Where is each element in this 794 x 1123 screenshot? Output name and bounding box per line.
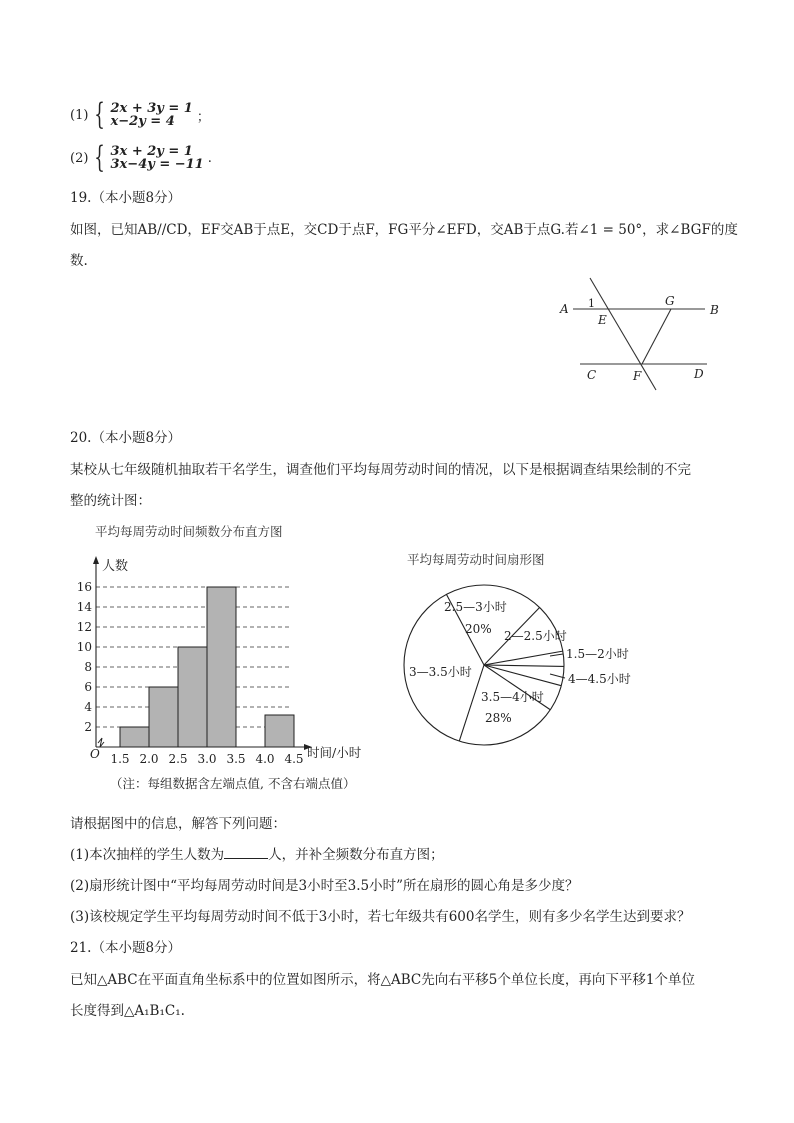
point-label-d: D (694, 367, 704, 381)
slice-label-2-2.5: 2—2.5小时 (504, 629, 567, 643)
point-label-c: C (587, 368, 597, 382)
system-label: (1) (70, 107, 89, 123)
slice-label-3.5-4: 3.5—4小时 (481, 690, 544, 704)
point-label-b: B (710, 303, 719, 317)
parallel-lines-figure (555, 272, 730, 394)
point-label-f: F (633, 369, 642, 383)
problem-20-header: 20.（本小题8分） (70, 430, 182, 446)
slice-label-3-3.5: 3—3.5小时 (409, 665, 472, 679)
point-label-e: E (598, 313, 607, 327)
brace-icon: { (94, 97, 106, 132)
histogram-chart (70, 518, 390, 768)
line-ef (590, 278, 656, 390)
x-tick-label: 2.5 (168, 752, 188, 766)
question-1-text-cont: 人，并补全频数分布直方图； (268, 847, 444, 863)
y-axis-arrow-icon (93, 556, 99, 564)
answer-blank[interactable] (224, 846, 268, 859)
slice-label-2.5-3: 2.5—3小时 (444, 600, 507, 614)
y-tick-label: 8 (84, 660, 92, 674)
y-tick-label: 4 (84, 700, 92, 714)
y-tick-label: 14 (76, 600, 92, 614)
question-2: (2)扇形统计图中“平均每周劳动时间是3小时至3.5小时”所在扇形的圆心角是多少度？ (70, 878, 579, 894)
x-tick-label: 4.0 (255, 752, 275, 766)
chart-title: 平均每周劳动时间频数分布直方图 (95, 524, 283, 539)
punctuation: ； (196, 109, 210, 125)
question-1 (70, 843, 444, 863)
histogram-bar (207, 587, 236, 747)
pie-slice-boundary (484, 665, 561, 686)
chart-title: 平均每周劳动时间扇形图 (407, 552, 545, 567)
equation: 3x−4y = −11 (110, 157, 204, 172)
line-fg (642, 309, 671, 364)
slice-label-1.5-2: 1.5—2小时 (566, 647, 629, 661)
y-tick-label: 12 (76, 620, 92, 634)
pie-chart (395, 545, 645, 755)
equation-system-2 (70, 140, 212, 175)
equation: 2x + 3y = 1 (110, 101, 193, 116)
problem-19-text-cont: 数. (70, 253, 88, 269)
y-tick-label: 2 (84, 720, 92, 734)
equation: 3x + 2y = 1 (110, 144, 193, 159)
x-tick-label: 3.0 (197, 752, 217, 766)
equation: x−2y = 4 (110, 114, 175, 129)
problem-21-header: 21.（本小题8分） (70, 940, 182, 956)
histogram-bar (149, 687, 178, 747)
punctuation: . (207, 150, 212, 166)
point-label-a: A (560, 302, 569, 316)
slice-value-2.5-3: 20% (465, 622, 492, 636)
slice-label-4-4.5: 4—4.5小时 (568, 672, 631, 686)
x-axis-label: 时间/小时 (307, 745, 362, 760)
problem-21-text-cont: 长度得到△A₁B₁C₁. (70, 1003, 185, 1019)
equation-system-1 (70, 97, 210, 132)
question-1-text: (1)本次抽样的学生人数为 (70, 847, 225, 863)
pie-slice-boundary (484, 665, 564, 666)
leader-line (550, 654, 563, 656)
problem-20-text-cont: 整的统计图： (70, 493, 151, 509)
y-axis-label: 人数 (102, 559, 129, 574)
histogram-bar (265, 715, 294, 747)
y-tick-label: 16 (76, 580, 92, 594)
x-tick-label: 4.5 (284, 752, 304, 766)
brace-icon: { (94, 140, 106, 175)
point-label-g: G (665, 294, 675, 308)
problem-19-text: 如图，已知AB//CD，EF交AB于点E，交CD于点F，FG平分∠EFD，交AB于点G.若∠1 = 50°，求∠BGF的度 (70, 222, 738, 238)
system-label: (2) (70, 150, 89, 166)
slice-value-3.5-4: 28% (485, 711, 512, 725)
question-3: (3)该校规定学生平均每周劳动时间不低于3小时，若七年级共有600名学生，则有多少名学生达到要求？ (70, 909, 691, 925)
problem-21-text: 已知△ABC在平面直角坐标系中的位置如图所示，将△ABC先向右平移5个单位长度，再向下平移1个单位 (70, 972, 695, 988)
y-tick-label: 6 (84, 680, 92, 694)
chart-note: （注：每组数据含左端点值, 不含右端点值） (110, 776, 356, 791)
x-tick-label: 2.0 (139, 752, 159, 766)
problem-20-text: 某校从七年级随机抽取若干名学生，调查他们平均每周劳动时间的情况，以下是根据调查结果绘制的不完 (70, 462, 691, 478)
question-intro: 请根据图中的信息，解答下列问题： (70, 816, 286, 832)
histogram-bar (120, 727, 149, 747)
histogram-bar (178, 647, 207, 747)
origin-label: O (90, 747, 100, 761)
x-tick-label: 1.5 (110, 752, 130, 766)
angle-label: 1 (588, 297, 595, 310)
y-tick-label: 10 (76, 640, 92, 654)
axis-break-icon (98, 738, 104, 747)
problem-19-header: 19.（本小题8分） (70, 190, 182, 206)
x-tick-label: 3.5 (226, 752, 246, 766)
